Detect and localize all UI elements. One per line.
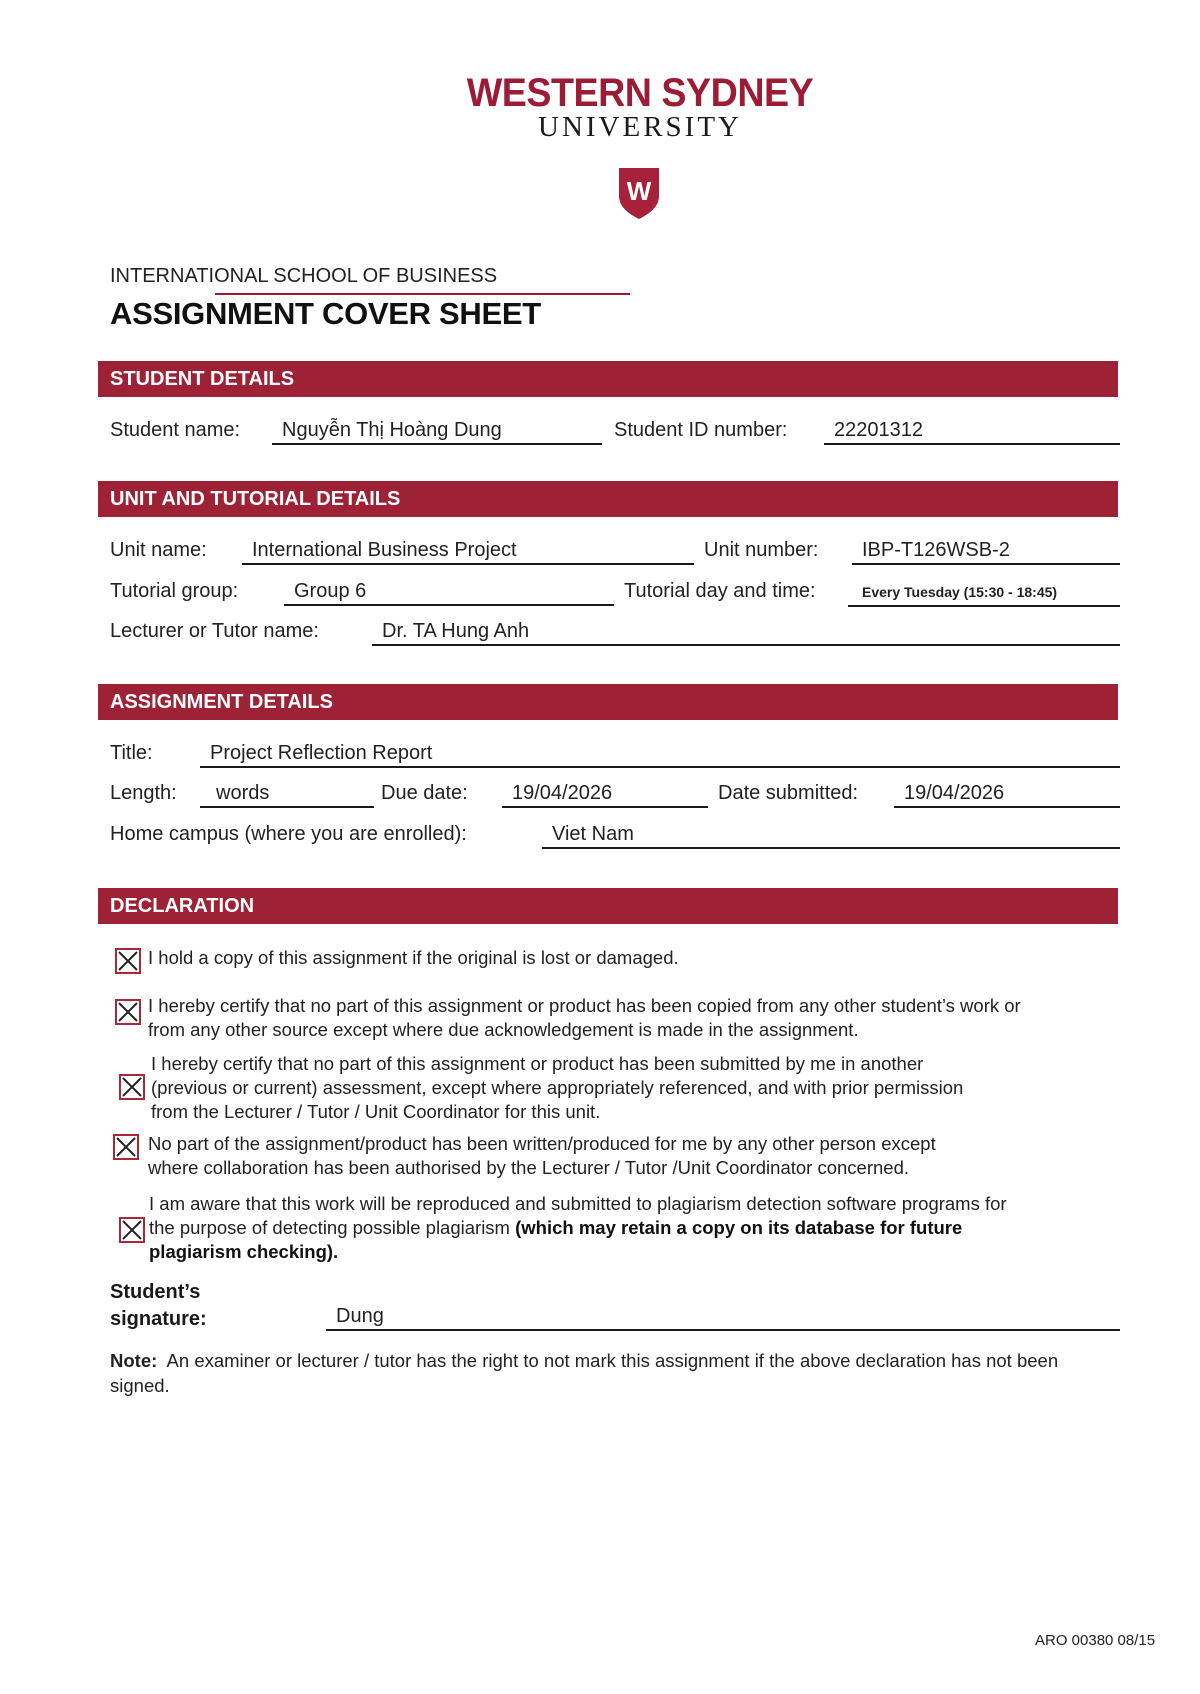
- student-id-label: Student ID number:: [614, 419, 788, 441]
- note-text: An examiner or lecturer / tutor has the right to not mark this assignment if the above declaration has not been signed.: [110, 1350, 1059, 1396]
- page-title: ASSIGNMENT COVER SHEET: [110, 296, 541, 331]
- university-shield-icon: [617, 166, 661, 220]
- assignment-title-field[interactable]: Project Reflection Report: [200, 741, 1120, 768]
- unit-name-label: Unit name:: [110, 539, 207, 561]
- due-date-field[interactable]: 19/04/2026: [502, 781, 708, 808]
- unit-number-field[interactable]: IBP-T126WSB-2: [852, 538, 1120, 565]
- school-underline: [215, 293, 630, 295]
- home-campus-field[interactable]: Viet Nam: [542, 822, 1120, 849]
- section-header-declaration: DECLARATION: [98, 888, 1118, 924]
- student-name-label: Student name:: [110, 419, 241, 441]
- date-submitted-label: Date submitted:: [718, 782, 859, 804]
- date-submitted-field[interactable]: 19/04/2026: [894, 781, 1120, 808]
- unit-number-label: Unit number:: [704, 539, 819, 561]
- checked-x-icon: [122, 1077, 142, 1097]
- declaration-checkbox-1[interactable]: [115, 948, 141, 974]
- tutorial-group-label: Tutorial group:: [110, 580, 239, 602]
- tutorial-group-field[interactable]: Group 6: [284, 579, 614, 606]
- tutorial-daytime-label: Tutorial day and time:: [624, 580, 816, 602]
- note-label: Note:: [110, 1350, 158, 1371]
- signature-label: Student’s signature:: [110, 1281, 207, 1330]
- section-header-student-details: STUDENT DETAILS: [98, 361, 1118, 397]
- declaration-item-2: I hereby certify that no part of this assignment or product has been copied from any other student’s work or from any other source except where due acknowledgement is made in the assignment.: [148, 995, 1021, 1040]
- student-id-field[interactable]: 22201312: [824, 418, 1120, 445]
- logo-subtitle: UNIVERSITY: [538, 111, 742, 143]
- declaration-item-3: I hereby certify that no part of this assignment or product has been submitted by me in another (previous or current) assessment, except where appropriately referenced, and with prior permission from the Lecturer / Tutor / Unit Coordinator for this unit.: [151, 1053, 964, 1122]
- unit-name-field[interactable]: International Business Project: [242, 538, 694, 565]
- checked-x-icon: [122, 1220, 142, 1240]
- declaration-item-5: I am aware that this work will be reproduced and submitted to plagiarism detection software programs for the purpose of detecting possible plagiarism (which may retain a copy on its database for future plagiarism checking).: [149, 1193, 1007, 1262]
- checked-x-icon: [118, 1002, 138, 1022]
- signature-field[interactable]: Dung: [326, 1304, 1120, 1331]
- tutorial-daytime-field[interactable]: Every Tuesday (15:30 - 18:45): [848, 577, 1120, 607]
- declaration-checkbox-5[interactable]: [119, 1217, 145, 1243]
- length-label: Length:: [110, 782, 177, 804]
- student-name-field[interactable]: Nguyễn Thị Hoàng Dung: [272, 418, 602, 445]
- declaration-checkbox-3[interactable]: [119, 1074, 145, 1100]
- length-field[interactable]: words: [200, 781, 374, 808]
- university-logo: [440, 72, 840, 142]
- declaration-item-4: No part of the assignment/product has been written/produced for me by any other person except where collaboration has been authorised by the Lecturer / Tutor /Unit Coordinator concerned.: [148, 1133, 936, 1178]
- section-header-assignment-details: ASSIGNMENT DETAILS: [98, 684, 1118, 720]
- school-name: INTERNATIONAL SCHOOL OF BUSINESS: [110, 265, 498, 287]
- checked-x-icon: [116, 1137, 136, 1157]
- logo-name: WESTERN SYDNEY: [466, 71, 814, 115]
- lecturer-label: Lecturer or Tutor name:: [110, 620, 319, 642]
- declaration-checkbox-2[interactable]: [115, 999, 141, 1025]
- home-campus-label: Home campus (where you are enrolled):: [110, 823, 467, 845]
- checked-x-icon: [118, 951, 138, 971]
- declaration-checkbox-4[interactable]: [113, 1134, 139, 1160]
- section-header-unit-details: UNIT AND TUTORIAL DETAILS: [98, 481, 1118, 517]
- shield-letter: W: [626, 176, 652, 206]
- lecturer-field[interactable]: Dr. TA Hung Anh: [372, 619, 1120, 646]
- declaration-note: [110, 1348, 1110, 1398]
- due-date-label: Due date:: [381, 782, 468, 804]
- form-code: ARO 00380 08/15: [1035, 1632, 1156, 1649]
- declaration-item-1: I hold a copy of this assignment if the original is lost or damaged.: [148, 947, 679, 968]
- assignment-title-label: Title:: [110, 742, 153, 764]
